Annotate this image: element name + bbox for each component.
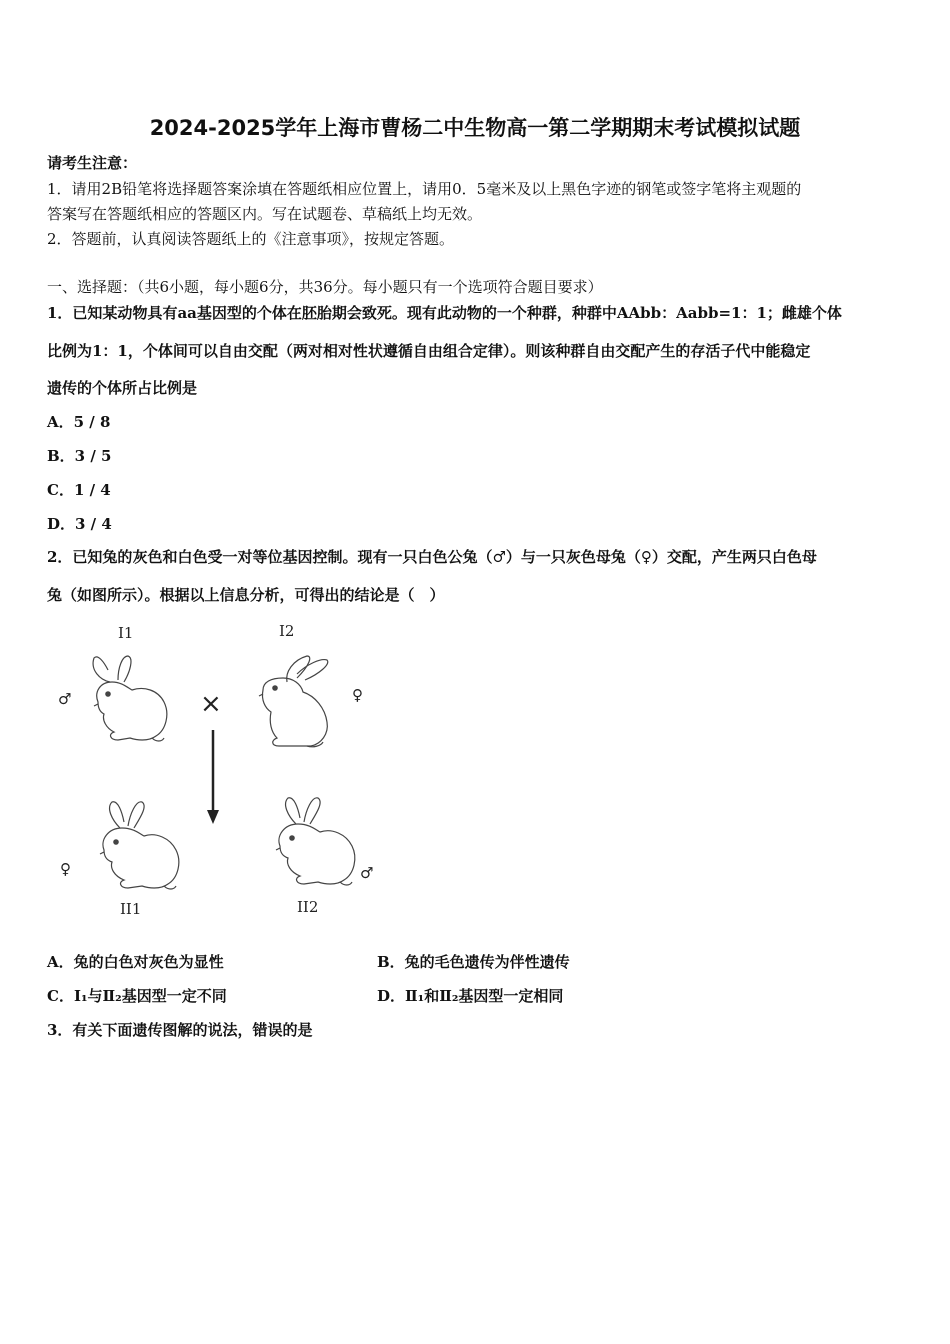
notice-heading: 请考生注意：: [47, 154, 138, 172]
q2-option-c: C．Ⅰ₁与Ⅱ₂基因型一定不同: [47, 987, 227, 1005]
q1-line-2: 比例为1：1，个体间可以自由交配（两对相对性状遵循自由组合定律）。则该种群自由交配产生的存活子代中能稳定: [47, 342, 811, 360]
male-symbol-i1: ♂: [58, 690, 72, 708]
rabbit-ii2-icon: [276, 798, 355, 885]
male-symbol-ii2: ♂: [360, 864, 374, 882]
q2-option-a: A．兔的白色对灰色为显性: [47, 953, 224, 971]
rabbit-pedigree-svg: [52, 618, 382, 918]
q2-option-b: B．兔的毛色遗传为伴性遗传: [377, 953, 570, 971]
label-ii1: II1: [120, 900, 142, 918]
q2-line-2: 兔（如图所示）。根据以上信息分析，可得出的结论是（ ）: [47, 586, 445, 604]
q2-option-d: D．Ⅱ₁和Ⅱ₂基因型一定相同: [377, 987, 564, 1005]
q1-option-a: A．5 / 8: [47, 413, 111, 431]
notice-line-1: 1．请用2B铅笔将选择题答案涂填在答题纸相应位置上，请用0．5毫米及以上黑色字迹的钢笔或签字笔将主观题的: [47, 180, 802, 198]
label-ii2: II2: [297, 898, 319, 916]
page-title: 2024-2025学年上海市曹杨二中生物高一第二学期期末考试模拟试题: [149, 116, 801, 140]
female-symbol-ii1: ♀: [60, 860, 71, 878]
rabbit-pedigree-figure: [52, 618, 382, 918]
q3-line-1: 3．有关下面遗传图解的说法，错误的是: [47, 1021, 313, 1039]
cross-mark: ×: [200, 689, 222, 719]
q1-line-1: 1．已知某动物具有aa基因型的个体在胚胎期会致死。现有此动物的一个种群，种群中AAbb：Aabb=1：1；雌雄个体: [47, 304, 842, 322]
rabbit-ii1-icon: [100, 802, 179, 889]
q1-option-b: B．3 / 5: [47, 447, 112, 465]
label-i2: I2: [279, 622, 295, 640]
rabbit-i2-icon: [259, 656, 328, 747]
q1-option-c: C．1 / 4: [47, 481, 111, 499]
section-heading: 一、选择题：（共6小题，每小题6分，共36分。每小题只有一个选项符合题目要求）: [47, 278, 603, 296]
notice-line-2: 答案写在答题纸相应的答题区内。写在试题卷、草稿纸上均无效。: [47, 205, 483, 223]
q2-line-1: 2．已知兔的灰色和白色受一对等位基因控制。现有一只白色公兔（♂）与一只灰色母兔（♀）交配，产生两只白色母: [47, 548, 817, 566]
notice-line-3: 2．答题前，认真阅读答题纸上的《注意事项》，按规定答题。: [47, 230, 455, 248]
rabbit-i1-icon: [93, 656, 167, 741]
q1-line-3: 遗传的个体所占比例是: [47, 379, 198, 397]
female-symbol-i2: ♀: [352, 686, 363, 704]
down-arrow-icon: [207, 730, 219, 824]
q1-option-d: D．3 / 4: [47, 515, 112, 533]
label-i1: I1: [118, 624, 134, 642]
